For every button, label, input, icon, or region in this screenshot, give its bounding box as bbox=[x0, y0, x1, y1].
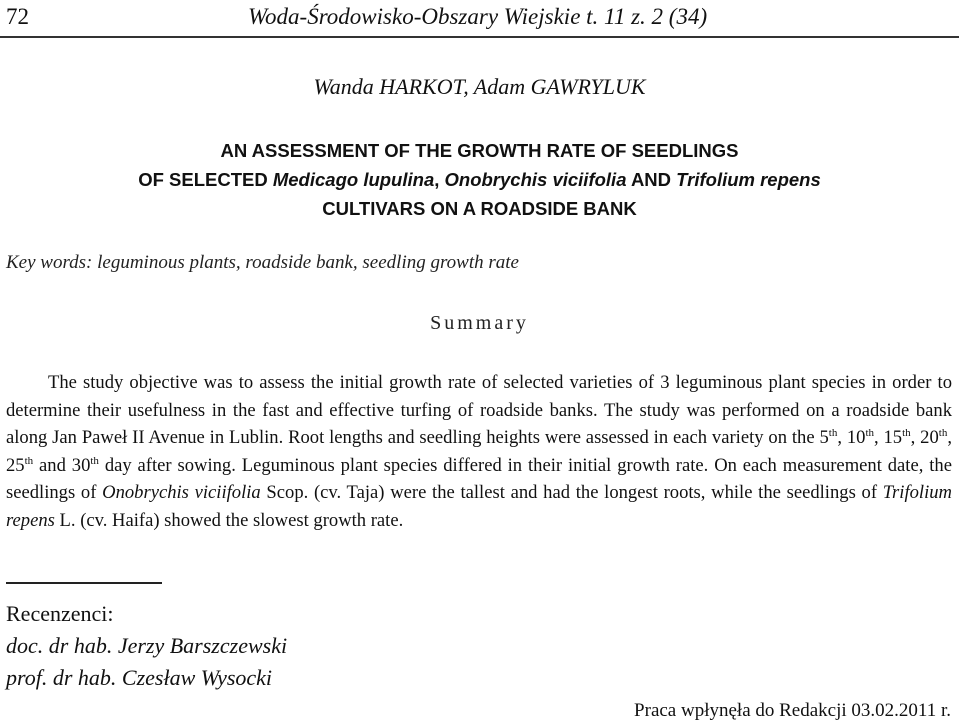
abstract-text: , 20 bbox=[910, 427, 939, 448]
authors: Wanda HARKOT, Adam GAWRYLUK bbox=[313, 74, 646, 99]
keywords: Key words: leguminous plants, roadside bank, seedling growth rate bbox=[6, 252, 519, 273]
journal-title: Woda-Środowisko-Obszary Wiejskie t. 11 z. 2 (34) bbox=[248, 4, 708, 29]
species-name: Onobrychis viciifolia bbox=[444, 169, 627, 190]
superscript: th bbox=[90, 454, 99, 467]
species-name: Trifolium repens bbox=[6, 482, 952, 531]
summary-heading: Summary bbox=[430, 312, 529, 334]
abstract-text: and 30 bbox=[33, 454, 91, 476]
title-separator: , bbox=[434, 169, 445, 190]
species-name: Onobrychis viciifolia bbox=[102, 482, 261, 503]
superscript: th bbox=[828, 426, 838, 439]
footnote-divider bbox=[6, 582, 162, 584]
reviewer-name: prof. dr hab. Czesław Wysocki bbox=[6, 665, 273, 690]
abstract-text: , 10 bbox=[837, 427, 866, 448]
title-line-3: CULTIVARS ON A ROADSIDE BANK bbox=[322, 198, 637, 219]
abstract-text: The study objective was to assess the initial growth rate of selected varieties of 3 leguminous plant species in order to determine their usefulness in the fast and effective turfing of roadside banks. The study was performed on a roadside bank along Jan Paweł II Avenue in Lublin. Root lengths and seedling heights were assessed in each variety on the 5 bbox=[6, 372, 952, 448]
species-name: Medicago lupulina bbox=[272, 169, 435, 190]
abstract-text: day after sowing. Leguminous plant species differed in their initial growth rate. On each measurement date, the seedlings of bbox=[6, 454, 952, 503]
abstract-text: L. (cv. Haifa) showed the slowest growth rate. bbox=[54, 509, 404, 531]
abstract-text: , 25 bbox=[6, 427, 952, 476]
received-date: Praca wpłynęła do Redakcji 03.02.2011 r. bbox=[634, 700, 951, 721]
running-header bbox=[0, 0, 959, 38]
title-text: AND bbox=[626, 169, 677, 190]
superscript: th bbox=[865, 426, 874, 439]
title-text: OF SELECTED bbox=[138, 169, 273, 190]
title-line-1: AN ASSESSMENT OF THE GROWTH RATE OF SEEDLINGS bbox=[220, 140, 739, 161]
reviewers-block bbox=[6, 598, 287, 694]
reviewers-label: Recenzenci: bbox=[6, 601, 114, 626]
abstract-text: Scop. (cv. Taja) were the tallest and had the longest roots, while the seedlings of bbox=[260, 482, 883, 503]
abstract-text: , 15 bbox=[874, 427, 903, 448]
reviewer-name: doc. dr hab. Jerzy Barszczewski bbox=[6, 633, 288, 658]
page-number: 72 bbox=[6, 4, 29, 29]
title-line-2 bbox=[0, 165, 959, 194]
superscript: th bbox=[24, 454, 34, 467]
abstract-paragraph bbox=[6, 369, 952, 534]
species-name: Trifolium repens bbox=[676, 169, 821, 190]
superscript: th bbox=[902, 426, 911, 439]
paper-title bbox=[0, 136, 959, 223]
superscript: th bbox=[938, 426, 948, 439]
